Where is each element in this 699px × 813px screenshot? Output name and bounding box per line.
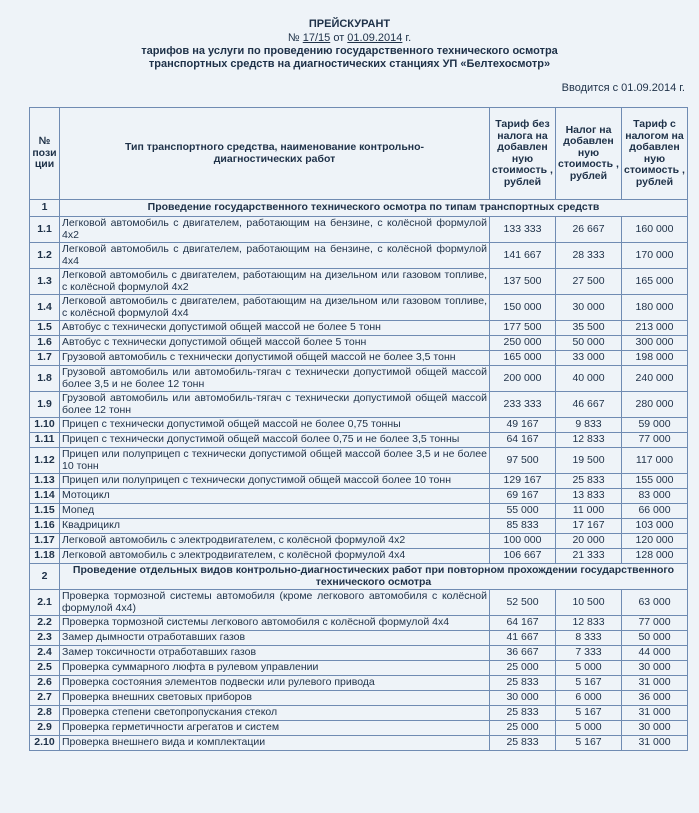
row-pos: 1.2 — [30, 243, 60, 269]
table-row — [30, 351, 688, 366]
row-vat: 27 500 — [556, 269, 622, 295]
row-vat: 6 000 — [556, 691, 622, 706]
row-vat: 7 333 — [556, 646, 622, 661]
row-name: Мопед — [60, 504, 490, 519]
row-vat: 20 000 — [556, 534, 622, 549]
document-date: 01.09.2014 — [347, 32, 403, 44]
row-no-vat: 41 667 — [490, 631, 556, 646]
row-no-vat: 141 667 — [490, 243, 556, 269]
col-header-name: Тип транспортного средства, наименование контрольно-диагностических работ — [60, 108, 490, 200]
row-vat: 9 833 — [556, 418, 622, 433]
table-row — [30, 474, 688, 489]
number-from: от — [333, 32, 345, 44]
row-name: Прицеп с технически допустимой общей массой более 0,75 и не более 3,5 тонны — [60, 433, 490, 448]
row-pos: 2.2 — [30, 616, 60, 631]
row-vat: 26 667 — [556, 217, 622, 243]
row-pos: 2.8 — [30, 706, 60, 721]
row-with-vat: 83 000 — [622, 489, 688, 504]
table-row — [30, 418, 688, 433]
section-2-pos: 2 — [30, 564, 60, 590]
row-vat: 12 833 — [556, 616, 622, 631]
row-with-vat: 120 000 — [622, 534, 688, 549]
col-header-with-vat: Тариф с налогом на добавлен ную стоимость , рублей — [622, 108, 688, 200]
subtitle-line-2: транспортных средств на диагностических станциях УП «Белтехосмотр» — [148, 58, 551, 70]
row-no-vat: 200 000 — [490, 366, 556, 392]
row-vat: 46 667 — [556, 392, 622, 418]
row-no-vat: 52 500 — [490, 590, 556, 616]
row-with-vat: 300 000 — [622, 336, 688, 351]
row-pos: 1.9 — [30, 392, 60, 418]
row-pos: 1.3 — [30, 269, 60, 295]
row-no-vat: 106 667 — [490, 549, 556, 564]
row-vat: 8 333 — [556, 631, 622, 646]
row-pos: 1.12 — [30, 448, 60, 474]
row-vat: 40 000 — [556, 366, 622, 392]
row-pos: 1.5 — [30, 321, 60, 336]
row-no-vat: 85 833 — [490, 519, 556, 534]
row-with-vat: 165 000 — [622, 269, 688, 295]
row-no-vat: 64 167 — [490, 616, 556, 631]
row-with-vat: 180 000 — [622, 295, 688, 321]
row-name: Прицеп с технически допустимой общей массой не более 0,75 тонны — [60, 418, 490, 433]
row-pos: 1.14 — [30, 489, 60, 504]
table-row — [30, 243, 688, 269]
row-pos: 2.3 — [30, 631, 60, 646]
row-with-vat: 63 000 — [622, 590, 688, 616]
table-row — [30, 691, 688, 706]
section-1-pos: 1 — [30, 200, 60, 217]
row-with-vat: 170 000 — [622, 243, 688, 269]
section-2-title: Проведение отдельных видов контрольно-диагностических работ при повторном прохождении государственного технического осмотра — [60, 564, 688, 590]
row-name: Легковой автомобиль с двигателем, работающим на бензине, с колёсной формулой 4х2 — [60, 217, 490, 243]
row-name: Проверка герметичности агрегатов и систем — [60, 721, 490, 736]
row-vat: 28 333 — [556, 243, 622, 269]
row-no-vat: 250 000 — [490, 336, 556, 351]
table-row — [30, 489, 688, 504]
document-title: ПРЕЙСКУРАНТ — [308, 18, 391, 30]
table-row — [30, 504, 688, 519]
row-no-vat: 25 000 — [490, 661, 556, 676]
section-1-title: Проведение государственного технического осмотра по типам транспортных средств — [60, 200, 688, 217]
row-vat: 33 000 — [556, 351, 622, 366]
row-name: Прицеп или полуприцеп с технически допустимой общей массой более 3,5 и не более 10 тонн — [60, 448, 490, 474]
row-name: Проверка степени светопропускания стекол — [60, 706, 490, 721]
table-row — [30, 590, 688, 616]
table-row — [30, 321, 688, 336]
row-with-vat: 66 000 — [622, 504, 688, 519]
row-with-vat: 50 000 — [622, 631, 688, 646]
date-suffix: г. — [405, 32, 412, 44]
row-vat: 13 833 — [556, 489, 622, 504]
row-pos: 1.8 — [30, 366, 60, 392]
row-no-vat: 100 000 — [490, 534, 556, 549]
table-row — [30, 433, 688, 448]
row-no-vat: 137 500 — [490, 269, 556, 295]
table-body — [30, 200, 688, 751]
row-vat: 25 833 — [556, 474, 622, 489]
row-with-vat: 77 000 — [622, 616, 688, 631]
row-name: Легковой автомобиль с двигателем, работающим на дизельном или газовом топливе, с колёсной формулой 4х4 — [60, 295, 490, 321]
row-with-vat: 77 000 — [622, 433, 688, 448]
table-row — [30, 676, 688, 691]
row-no-vat: 30 000 — [490, 691, 556, 706]
table-row — [30, 448, 688, 474]
table-row — [30, 631, 688, 646]
row-name: Грузовой автомобиль или автомобиль-тягач с технически допустимой общей массой более 12 тонн — [60, 392, 490, 418]
row-no-vat: 25 000 — [490, 721, 556, 736]
row-no-vat: 25 833 — [490, 706, 556, 721]
table-row — [30, 295, 688, 321]
section-row-1 — [30, 200, 688, 217]
table-row — [30, 269, 688, 295]
row-name: Грузовой автомобиль или автомобиль-тягач с технически допустимой общей массой более 3,5 и не более 12 тонн — [60, 366, 490, 392]
table-row — [30, 661, 688, 676]
table-row — [30, 549, 688, 564]
row-pos: 1.17 — [30, 534, 60, 549]
row-with-vat: 160 000 — [622, 217, 688, 243]
row-vat: 35 500 — [556, 321, 622, 336]
row-with-vat: 31 000 — [622, 706, 688, 721]
row-name: Легковой автомобиль с двигателем, работающим на бензине, с колёсной формулой 4х4 — [60, 243, 490, 269]
row-with-vat: 44 000 — [622, 646, 688, 661]
row-with-vat: 31 000 — [622, 676, 688, 691]
row-with-vat: 198 000 — [622, 351, 688, 366]
table-row — [30, 366, 688, 392]
row-no-vat: 129 167 — [490, 474, 556, 489]
row-no-vat: 97 500 — [490, 448, 556, 474]
row-vat: 10 500 — [556, 590, 622, 616]
row-pos: 1.16 — [30, 519, 60, 534]
table-row — [30, 534, 688, 549]
row-vat: 30 000 — [556, 295, 622, 321]
col-header-pos: № пози ции — [30, 108, 60, 200]
row-with-vat: 117 000 — [622, 448, 688, 474]
row-with-vat: 36 000 — [622, 691, 688, 706]
row-pos: 1.7 — [30, 351, 60, 366]
row-name: Автобус с технически допустимой общей массой более 5 тонн — [60, 336, 490, 351]
table-row — [30, 392, 688, 418]
row-with-vat: 213 000 — [622, 321, 688, 336]
row-no-vat: 69 167 — [490, 489, 556, 504]
table-row — [30, 616, 688, 631]
row-pos: 2.10 — [30, 736, 60, 751]
row-name: Легковой автомобиль с электродвигателем, с колёсной формулой 4х4 — [60, 549, 490, 564]
row-vat: 11 000 — [556, 504, 622, 519]
row-with-vat: 103 000 — [622, 519, 688, 534]
row-no-vat: 55 000 — [490, 504, 556, 519]
row-no-vat: 64 167 — [490, 433, 556, 448]
row-name: Квадрицикл — [60, 519, 490, 534]
row-pos: 2.5 — [30, 661, 60, 676]
row-name: Проверка состояния элементов подвески или рулевого привода — [60, 676, 490, 691]
row-no-vat: 49 167 — [490, 418, 556, 433]
row-name: Прицеп или полуприцеп с технически допустимой общей массой более 10 тонн — [60, 474, 490, 489]
row-vat: 17 167 — [556, 519, 622, 534]
row-name: Проверка тормозной системы легкового автомобиля с колёсной формулой 4х4 — [60, 616, 490, 631]
row-pos: 1.18 — [30, 549, 60, 564]
table-row — [30, 217, 688, 243]
row-vat: 5 000 — [556, 721, 622, 736]
row-with-vat: 155 000 — [622, 474, 688, 489]
row-name: Замер дымности отработавших газов — [60, 631, 490, 646]
table-row — [30, 721, 688, 736]
row-no-vat: 165 000 — [490, 351, 556, 366]
row-pos: 2.4 — [30, 646, 60, 661]
document-number-line — [0, 31, 699, 45]
row-with-vat: 31 000 — [622, 736, 688, 751]
row-pos: 1.1 — [30, 217, 60, 243]
table-row — [30, 646, 688, 661]
row-no-vat: 133 333 — [490, 217, 556, 243]
effective-date: Вводится с 01.09.2014 г. — [561, 82, 685, 94]
col-header-no-vat: Тариф без налога на добавлен ную стоимость , рублей — [490, 108, 556, 200]
row-name: Проверка тормозной системы автомобиля (кроме легкового автомобиля с колёсной формулой 4х4) — [60, 590, 490, 616]
row-pos: 2.7 — [30, 691, 60, 706]
document-number: 17/15 — [302, 32, 331, 44]
row-pos: 1.10 — [30, 418, 60, 433]
row-pos: 1.4 — [30, 295, 60, 321]
row-pos: 1.13 — [30, 474, 60, 489]
row-pos: 2.1 — [30, 590, 60, 616]
row-with-vat: 240 000 — [622, 366, 688, 392]
row-name: Грузовой автомобиль с технически допустимой общей массой не более 3,5 тонн — [60, 351, 490, 366]
row-pos: 1.11 — [30, 433, 60, 448]
table-row — [30, 519, 688, 534]
row-name: Легковой автомобиль с электродвигателем, с колёсной формулой 4х2 — [60, 534, 490, 549]
row-no-vat: 25 833 — [490, 736, 556, 751]
row-vat: 5 167 — [556, 676, 622, 691]
subtitle-line-1: тарифов на услуги по проведению государственного технического осмотра — [141, 45, 558, 57]
table-header-row — [30, 108, 688, 200]
row-with-vat: 59 000 — [622, 418, 688, 433]
row-with-vat: 30 000 — [622, 661, 688, 676]
row-pos: 2.9 — [30, 721, 60, 736]
row-vat: 5 167 — [556, 736, 622, 751]
number-prefix: № — [287, 32, 300, 44]
tariff-table — [29, 107, 688, 751]
row-name: Автобус с технически допустимой общей массой не более 5 тонн — [60, 321, 490, 336]
row-name: Мотоцикл — [60, 489, 490, 504]
row-name: Проверка внешнего вида и комплектации — [60, 736, 490, 751]
row-vat: 21 333 — [556, 549, 622, 564]
row-vat: 5 167 — [556, 706, 622, 721]
row-no-vat: 36 667 — [490, 646, 556, 661]
row-with-vat: 280 000 — [622, 392, 688, 418]
row-vat: 19 500 — [556, 448, 622, 474]
table-row — [30, 336, 688, 351]
section-row-2 — [30, 564, 688, 590]
row-no-vat: 177 500 — [490, 321, 556, 336]
table-row — [30, 706, 688, 721]
row-pos: 2.6 — [30, 676, 60, 691]
row-vat: 5 000 — [556, 661, 622, 676]
row-name: Проверка суммарного люфта в рулевом управлении — [60, 661, 490, 676]
row-vat: 50 000 — [556, 336, 622, 351]
row-name: Замер токсичности отработавших газов — [60, 646, 490, 661]
row-name: Легковой автомобиль с двигателем, работающим на дизельном или газовом топливе, с колёсной формулой 4х2 — [60, 269, 490, 295]
row-vat: 12 833 — [556, 433, 622, 448]
row-no-vat: 25 833 — [490, 676, 556, 691]
col-header-vat: Налог на добавлен ную стоимость , рублей — [556, 108, 622, 200]
row-name: Проверка внешних световых приборов — [60, 691, 490, 706]
row-pos: 1.6 — [30, 336, 60, 351]
row-with-vat: 128 000 — [622, 549, 688, 564]
row-with-vat: 30 000 — [622, 721, 688, 736]
table-row — [30, 736, 688, 751]
row-no-vat: 233 333 — [490, 392, 556, 418]
row-pos: 1.15 — [30, 504, 60, 519]
row-no-vat: 150 000 — [490, 295, 556, 321]
